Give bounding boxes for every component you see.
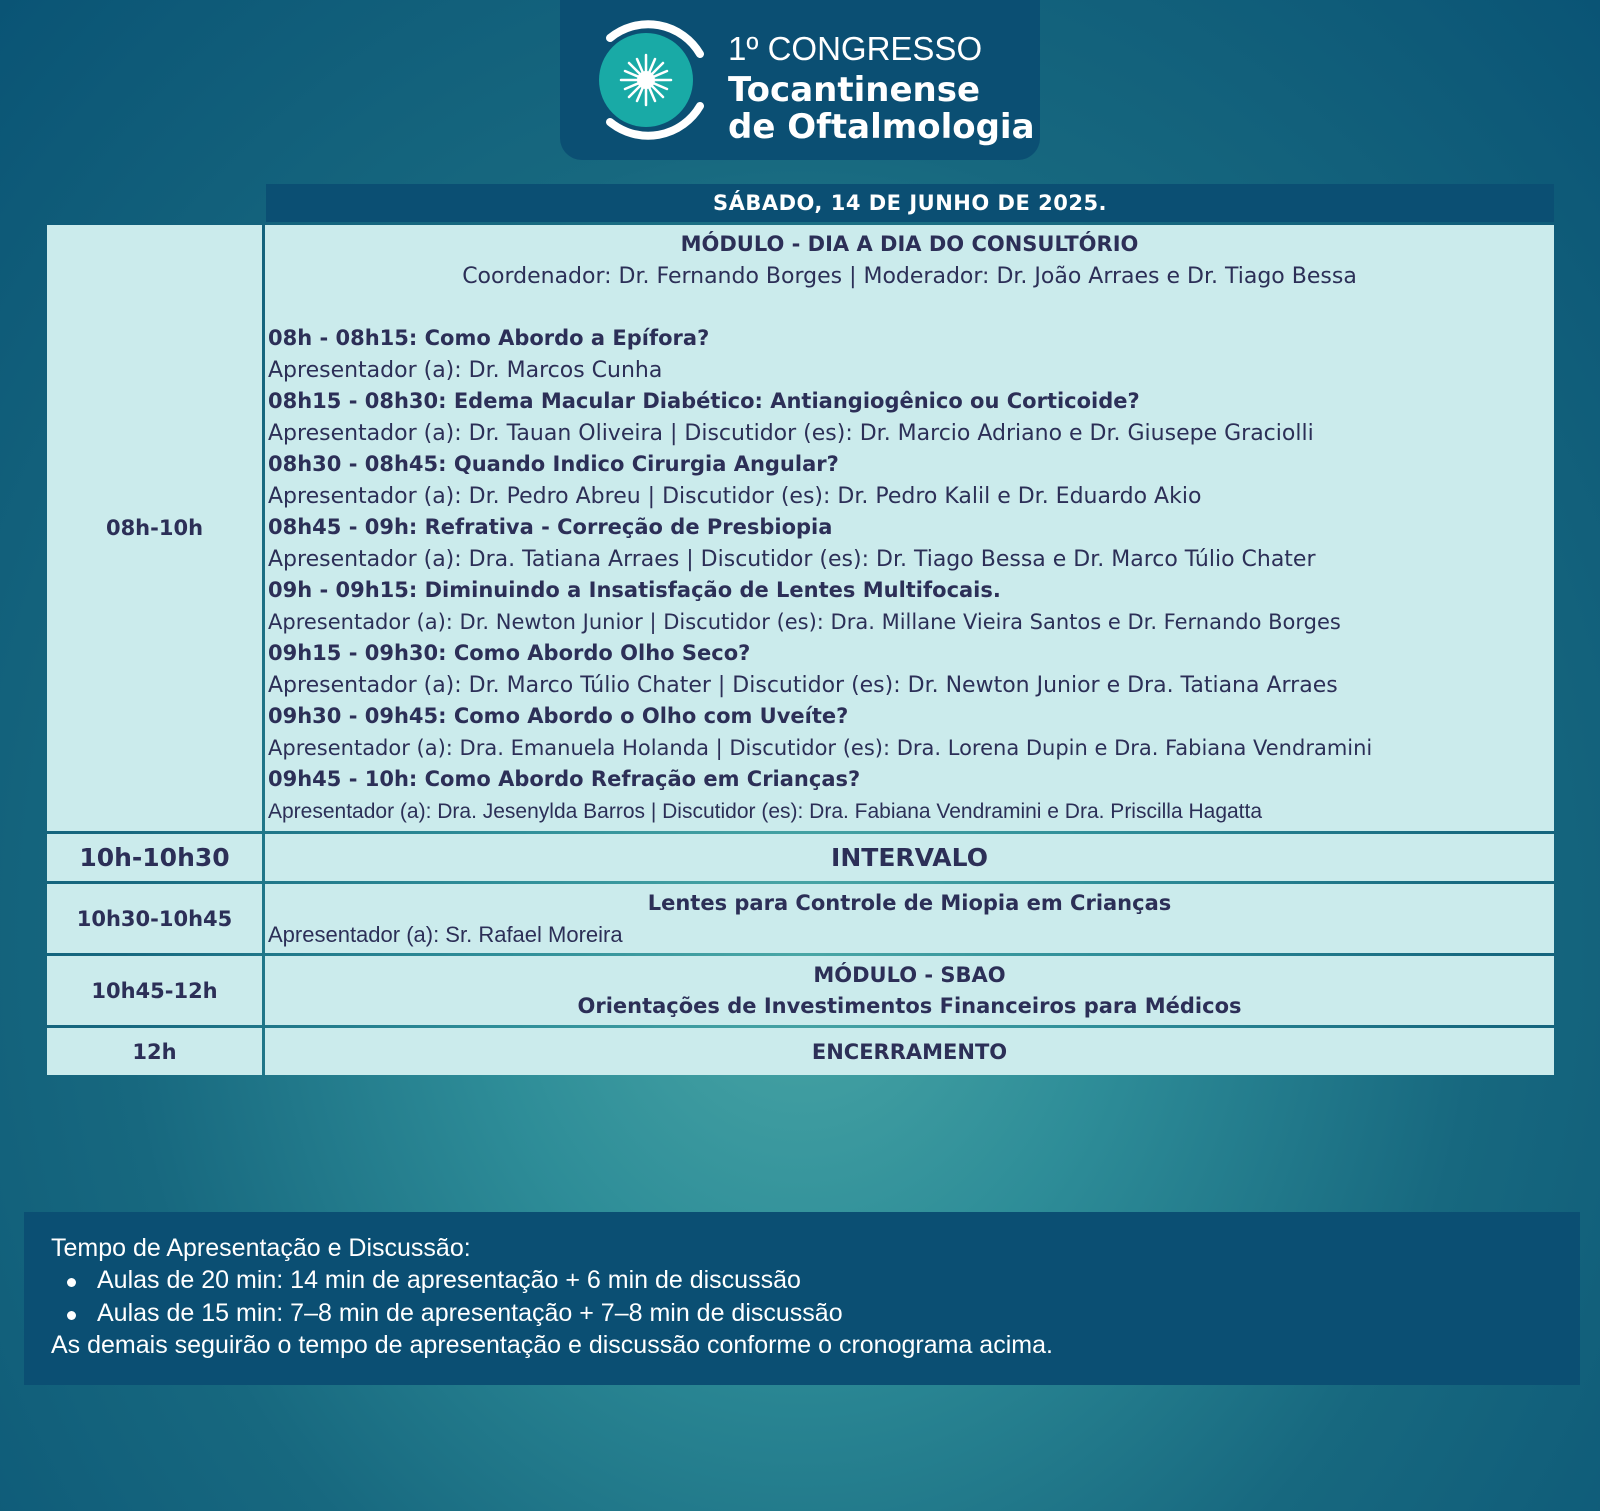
content-cell <box>265 884 1554 953</box>
presentation-time-notes <box>24 1212 1580 1385</box>
content-cell <box>265 956 1554 1025</box>
session-people: Apresentador (a): Dra. Emanuela Holanda | Discutidor (es): Dra. Lorena Dupin e Dra. Fabiana Vendramini <box>268 735 1373 760</box>
schedule-row-module1 <box>47 225 1554 831</box>
session-title: 08h30 - 08h45: Quando Indico Cirurgia Angular? <box>268 452 839 476</box>
session-people: Apresentador (a): Dra. Jesenylda Barros | Discutidor (es): Dra. Fabiana Vendramini e Dra. Priscilla Hagatta <box>268 799 1263 823</box>
session-title: 09h45 - 10h: Como Abordo Refração em Crianças? <box>268 767 861 791</box>
schedule-date: SÁBADO, 14 DE JUNHO DE 2025. <box>266 184 1554 222</box>
schedule-row-sbao <box>47 956 1554 1025</box>
schedule-row-closing <box>47 1028 1554 1075</box>
congress-header <box>560 0 1040 160</box>
session-title: 09h30 - 09h45: Como Abordo o Olho com Uveíte? <box>268 704 849 728</box>
time-cell: 10h45-12h <box>47 956 262 1025</box>
content-cell <box>265 225 1554 831</box>
congress-title-line3: de Oftalmologia <box>728 107 1035 147</box>
module-subtitle: Orientações de Investimentos Financeiros para Médicos <box>577 993 1242 1018</box>
session-people: Apresentador (a): Dra. Tatiana Arraes | Discutidor (es): Dr. Tiago Bessa e Dr. Marco Túlio Chater <box>268 546 1316 572</box>
module-coordinators: Coordenador: Dr. Fernando Borges | Moderador: Dr. João Arraes e Dr. Tiago Bessa <box>462 264 1357 289</box>
congress-title-line2: Tocantinense <box>728 70 981 110</box>
module-title: MÓDULO - SBAO <box>813 962 1006 987</box>
time-cell: 12h <box>47 1028 262 1075</box>
schedule-row-lentes <box>47 884 1554 953</box>
session-people: Apresentador (a): Sr. Rafael Moreira <box>268 921 623 947</box>
session-title: 08h45 - 09h: Refrativa - Correção de Presbiopia <box>268 515 833 539</box>
time-cell: 10h30-10h45 <box>47 884 262 953</box>
bullet-icon <box>67 1278 76 1287</box>
session-title: 08h - 08h15: Como Abordo a Epífora? <box>268 326 710 350</box>
notes-heading: Tempo de Apresentação e Discussão: <box>51 1234 471 1262</box>
session-title: Lentes para Controle de Miopia em Crianças <box>647 890 1172 915</box>
session-people: Apresentador (a): Dr. Tauan Oliveira | Discutidor (es): Dr. Marcio Adriano e Dr. Giusepe Graciolli <box>268 420 1314 446</box>
session-people: Apresentador (a): Dr. Marcos Cunha <box>268 357 663 383</box>
session-title: 09h15 - 09h30: Como Abordo Olho Seco? <box>268 641 751 665</box>
time-cell: 08h-10h <box>47 225 262 831</box>
closing-label: ENCERRAMENTO <box>265 1028 1554 1075</box>
session-people: Apresentador (a): Dr. Pedro Abreu | Discutidor (es): Dr. Pedro Kalil e Dr. Eduardo Akio <box>268 483 1202 509</box>
session-people: Apresentador (a): Dr. Newton Junior | Discutidor (es): Dra. Millane Vieira Santos e Dr. Fernando Borges <box>268 609 1341 634</box>
module-title: MÓDULO - DIA A DIA DO CONSULTÓRIO <box>680 232 1139 256</box>
notes-footer: As demais seguirão o tempo de apresentação e discussão conforme o cronograma acima. <box>51 1331 1053 1359</box>
congress-title-line1: 1º CONGRESSO <box>728 30 983 67</box>
session-title: 09h - 09h15: Diminuindo a Insatisfação de Lentes Multifocais. <box>268 578 1001 602</box>
schedule-row-interval <box>47 834 1554 881</box>
time-cell: 10h-10h30 <box>47 834 262 881</box>
session-title: 08h15 - 08h30: Edema Macular Diabético: Antiangiogênico ou Corticoide? <box>268 389 1140 413</box>
congress-logo-eye-icon <box>596 12 712 148</box>
interval-label: INTERVALO <box>265 834 1554 881</box>
notes-bullet: Aulas de 20 min: 14 min de apresentação + 6 min de discussão <box>97 1266 801 1294</box>
bullet-icon <box>67 1311 76 1320</box>
session-people: Apresentador (a): Dr. Marco Túlio Chater | Discutidor (es): Dr. Newton Junior e Dra. Tatiana Arraes <box>268 672 1338 698</box>
notes-bullet: Aulas de 15 min: 7–8 min de apresentação + 7–8 min de discussão <box>97 1299 843 1327</box>
